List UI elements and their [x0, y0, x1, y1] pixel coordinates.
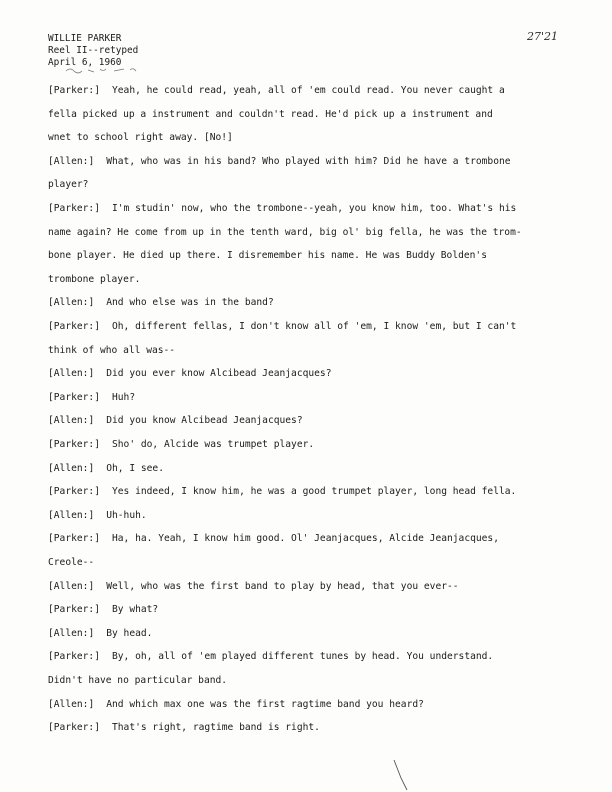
transcript-line [48, 415, 303, 426]
transcript-line [48, 651, 493, 662]
line-text: trombone player. [48, 273, 141, 285]
transcript-line [48, 179, 88, 190]
transcript-line [48, 439, 314, 450]
speaker-label: [ Allen: ] [48, 463, 98, 474]
speaker-label: [ Parker: ] [48, 203, 104, 214]
speaker-label: [ Allen: ] [48, 297, 98, 308]
reel-label: Reel II--retyped [48, 45, 139, 57]
speaker-label: [ Allen: ] [48, 156, 98, 167]
line-text: bone player. He died up there. I disremember his name. He was Buddy Bolden's [48, 250, 487, 262]
speaker-label: [ Parker: ] [48, 722, 104, 733]
line-text: name again? He come from up in the tenth ward, big ol' big fella, he was the trom- [48, 226, 522, 238]
speaker-label: [ Allen: ] [48, 581, 98, 592]
transcript-line [48, 463, 164, 474]
speaker-label: [ Parker: ] [48, 85, 104, 96]
interviewee-name: WILLIE PARKER [48, 33, 122, 44]
transcript-line [48, 109, 493, 120]
speaker-label: [ Parker: ] [48, 651, 104, 662]
transcript-line [48, 533, 499, 544]
transcript-line [48, 699, 424, 710]
speaker-label: [ Allen: ] [48, 699, 98, 710]
transcript-line [48, 486, 516, 497]
line-text: Yes indeed, I know him, he was a good trumpet player, long head fella. [112, 486, 517, 498]
transcript-line [48, 675, 227, 686]
transcript-line [48, 604, 158, 615]
line-text: fella picked up a instrument and couldn't read. He'd pick up a instrument and [48, 108, 493, 120]
transcript-line [48, 132, 233, 143]
transcript-line [48, 628, 152, 639]
line-text: Uh-huh. [106, 509, 147, 521]
line-text: Creole-- [48, 557, 95, 568]
line-text: player? [48, 179, 89, 191]
transcript-line [48, 85, 505, 96]
transcript-line [48, 392, 135, 403]
line-text: Huh? [112, 391, 136, 403]
line-text: Oh, different fellas, I don't know all of 'em, I know 'em, but I can't [112, 321, 517, 332]
transcript-line [48, 581, 459, 592]
transcript-line [48, 557, 94, 568]
speaker-label: [ Parker: ] [48, 486, 104, 497]
line-text: wnet to school right away. [No!] [48, 132, 233, 144]
handwritten-scribble [64, 65, 144, 75]
line-text: Did you know Alcibead Jeanjacques? [106, 415, 303, 427]
transcript-line [48, 156, 511, 167]
line-text: Didn't have no particular band. [48, 675, 228, 686]
line-text: What, who was in his band? Who played with him? Did he have a trombone [106, 155, 511, 167]
line-text: By head. [106, 627, 153, 639]
speaker-label: [ Allen: ] [48, 628, 98, 639]
speaker-label: [ Allen: ] [48, 415, 98, 426]
speaker-label: [ Parker: ] [48, 533, 104, 544]
pen-mark [392, 758, 410, 792]
line-text: Did you ever know Alcibead Jeanjacques? [106, 368, 332, 380]
transcript-line [48, 722, 320, 733]
speaker-label: [ Parker: ] [48, 392, 104, 403]
interview-date: April 6, 1960 [48, 57, 122, 69]
page-number: 27'21 [527, 30, 559, 43]
transcript-line [48, 297, 274, 308]
line-text: That's right, ragtime band is right. [112, 722, 320, 734]
line-text: think of who all was-- [48, 344, 176, 356]
transcript-line [48, 274, 140, 285]
speaker-label: [ Allen: ] [48, 510, 98, 521]
transcript-line [48, 345, 175, 356]
line-text: Yeah, he could read, yeah, all of 'em could read. You never caught a [112, 85, 505, 96]
transcript-line [48, 321, 516, 332]
transcript-line [48, 203, 516, 214]
line-text: And who else was in the band? [106, 297, 274, 309]
transcript-line [48, 250, 487, 261]
line-text: Well, who was the first band to play by head, that you ever-- [106, 580, 459, 592]
line-text: By, oh, all of 'em played different tunes by head. You understand. [112, 651, 494, 663]
line-text: Sho' do, Alcide was trumpet player. [112, 439, 315, 450]
line-text: Ha, ha. Yeah, I know him good. Ol' Jeanjacques, Alcide Jeanjacques, [112, 533, 499, 545]
line-text: By what? [112, 604, 159, 616]
line-text: Oh, I see. [106, 462, 164, 474]
speaker-label: [ Parker: ] [48, 604, 104, 615]
transcript-line [48, 227, 522, 238]
line-text: I'm studin' now, who the trombone--yeah, you know him, too. What's his [112, 203, 517, 214]
speaker-label: [ Allen: ] [48, 368, 98, 379]
transcript-line [48, 510, 147, 521]
line-text: And which max one was the first ragtime band you heard? [106, 698, 424, 710]
transcript-line [48, 368, 331, 379]
speaker-label: [ Parker: ] [48, 321, 104, 332]
speaker-label: [ Parker: ] [48, 439, 104, 450]
